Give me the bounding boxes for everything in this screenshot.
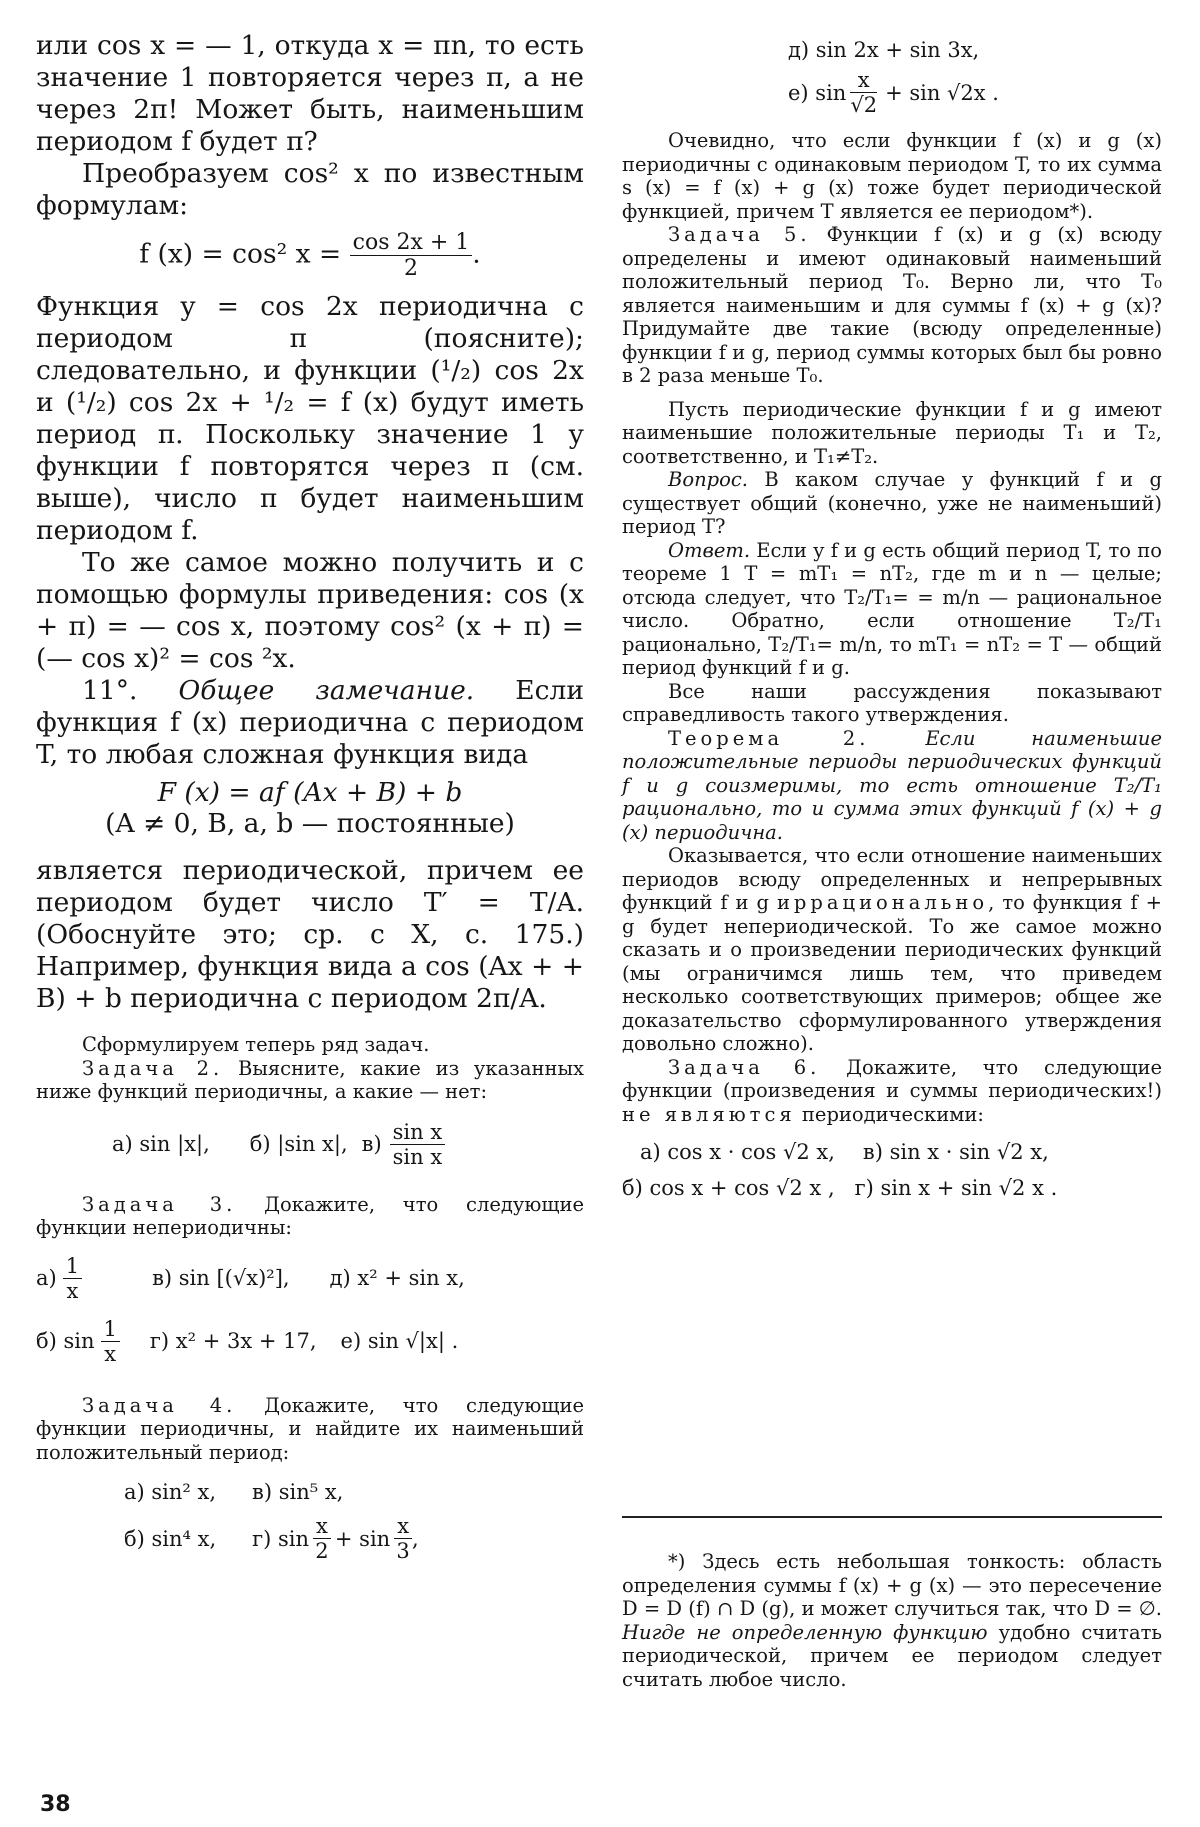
task-4: [36, 1394, 584, 1465]
footnote-divider: [622, 1516, 1162, 1518]
task-3-option-b-denominator: x: [104, 1341, 117, 1366]
task-4-option-e-row: [788, 68, 1162, 117]
formula-fraction: [350, 230, 473, 281]
task-3-option-a-numerator: 1: [63, 1254, 82, 1279]
task-2-text: Выясните, какие из указанных ниже функций периодичны, а какие — нет:: [36, 1056, 584, 1103]
task-3-option-v: в) sin [(√x)²],: [152, 1266, 290, 1290]
theorem-2-text: Если наименьшие положительные периоды периодических функций f и g соизмеримы, то есть отношение T₂/T₁ рационально, то и сумма этих функций f (x) + g (x) периодична.: [622, 726, 1163, 844]
paragraph-6: является периодической, причем ее периодом будет число T′ = T/A. (Обоснуйте это; ср. с X, с. 175.) Например, функция вида a cos (Ax + + B) + b периодична с периодом 2π/A.: [36, 855, 584, 1014]
task-3-option-b-numerator: 1: [101, 1317, 120, 1342]
task-2-label: Задача 2.: [82, 1056, 224, 1080]
task-2-options: [112, 1120, 584, 1169]
paragraph-r4-spaced: иррационально: [776, 891, 989, 914]
task-3-label: Задача 3.: [82, 1192, 237, 1216]
task-5-label: Задача 5.: [668, 223, 811, 246]
paragraph-r3: Все наши рассуждения показывают справедливость такого утверждения.: [622, 679, 1162, 726]
task-6-option-a: а) cos x · cos √2 x,: [640, 1140, 835, 1164]
task-2-option-a: а) sin |x|,: [112, 1132, 210, 1156]
formula-lhs: f (x) = cos² x =: [139, 238, 342, 270]
task-4-options-row-1: [124, 1480, 584, 1504]
task-4-option-g-prefix: г) sin: [252, 1526, 310, 1551]
paragraph-3: Функция y = cos 2x периодична с периодом π (поясните); следовательно, и функции (¹/₂) cos 2x и (¹/₂) cos 2x + ¹/₂ = f (x) будут иметь период π. Поскольку значение 1 у функции f повторятся через π (см. выше), число π будет наименьшим периодом f.: [36, 291, 584, 546]
paragraph-5-text: Если функция f (x) периодична с периодом T, то любая сложная функция вида: [36, 675, 584, 770]
task-4-option-e-tail: + sin √2x .: [885, 80, 999, 105]
question-label: Вопрос.: [668, 468, 748, 491]
paragraph-5: [36, 675, 584, 771]
question-text: В каком случае у функций f и g существует общий (конечно, уже не наименьший) период T?: [622, 468, 1162, 538]
paragraph-r4-text-b: , то функция f + g будет непериодической. То же самое можно сказать и о произведении периодических функций (мы ограничимся лишь тем, что приведем несколько соответствующих примеров; общее же доказательство сформулированного утверждения довольно сложно).: [622, 891, 1162, 1055]
formula-cos-squared: f (x) = cos² x = $\frac{\cos 2x + 1}{2}$ .: [139, 230, 481, 281]
footnote-text: [622, 1550, 1162, 1691]
formula-composite: F (x) = af (Ax + B) + b: [157, 777, 463, 808]
task-4-option-g-denominator-2: 3: [396, 1539, 410, 1563]
task-3-option-d: д) x² + sin x,: [329, 1266, 465, 1290]
footnote-tail: удобно считать периодической, причем ее периодом следует считать любое число.: [622, 1620, 1162, 1691]
task-6-text-b: периодическими:: [795, 1102, 984, 1126]
paragraph-r4: [622, 844, 1162, 1056]
task-4-option-e-fraction: [850, 68, 877, 117]
task-2-option-b: б) |sin x|,: [249, 1132, 348, 1156]
answer-text: Если у f и g есть общий период T, то по теореме 1 T = mT₁ = nT₂, где m и n — целые; отсюда следует, что T₂/T₁= = m/n — рациональное число. Обратно, если отношение T₂/T₁ рационально, T₂/T₁= m/n, то mT₁ = nT₂ = T — общий период функций f и g.: [622, 538, 1162, 679]
task-3-option-a-prefix: а): [36, 1266, 57, 1290]
paragraph-4: То же самое можно получить и с помощью формулы приведения: cos (x + π) = — cos x, поэтому cos² (x + π) = (— cos x)² = cos ²x.: [36, 547, 584, 674]
task-4-option-g-fraction-2: [394, 1514, 412, 1563]
task-3-option-b-fraction: [101, 1317, 120, 1366]
task-4-option-g-numerator-2: x: [394, 1514, 412, 1539]
paragraph-1: или cos x = — 1, откуда x = πn, то есть значение 1 повторяется через π, а не через 2π! Может быть, наименьшим периодом f будет π?: [36, 30, 584, 157]
formula-numerator: cos 2x + 1: [350, 230, 473, 256]
answer-label: Ответ.: [668, 538, 751, 562]
task-3: [36, 1193, 584, 1240]
task-6-spaced: не являются: [622, 1102, 796, 1126]
task-6-option-b: б) cos x + cos √2 x ,: [622, 1176, 835, 1200]
task-5-text: Функции f (x) и g (x) всюду определены и имеют одинаковый наименьший положительный период T₀. Верно ли, что T₀ является наименьшим и для суммы f (x) + g (x)? Придумайте две такие (всюду определенные) функции f и g, период суммы которых был бы ровно в 2 раза меньше T₀.: [622, 223, 1162, 387]
task-3-options-row-2: [36, 1317, 584, 1366]
task-3-option-g: г) x² + 3x + 17,: [149, 1329, 317, 1353]
task-2-option-c-prefix: в): [361, 1132, 382, 1156]
section-number: 11°.: [82, 675, 138, 706]
task-6-option-v: в) sin x · sin √2 x,: [862, 1140, 1049, 1164]
task-6-options-row-1: [640, 1140, 1162, 1164]
task-4-option-g-middle: + sin: [334, 1526, 391, 1551]
paragraph-r4-text-a: Оказывается, что если отношение наименьших периодов всюду определенных и непрерывных функций f и g: [622, 844, 1162, 914]
paragraph-r1: Очевидно, что если функции f (x) и g (x) периодичны с одинаковым периодом T, то их сумма s (x) = f (x) + g (x) тоже будет периодической функцией, причем T является ее периодом*).: [622, 129, 1162, 223]
task-3-options-row-1: [36, 1254, 584, 1303]
footnote-italic: Нигде не определенную функцию: [622, 1620, 988, 1644]
task-3-option-b-prefix: б) sin: [36, 1329, 95, 1353]
task-3-option-a-fraction: [63, 1254, 82, 1303]
task-6: [622, 1056, 1162, 1127]
task-6-text-a: Докажите, что следующие функции (произведения и суммы периодических!): [622, 1055, 1163, 1102]
theorem-2: [622, 727, 1162, 845]
answer: [622, 539, 1162, 680]
task-4-option-d-row: [788, 38, 1162, 62]
left-column: [36, 30, 584, 1563]
footnote-mark: *): [668, 1550, 686, 1573]
paragraph-7: Сформулируем теперь ряд задач.: [82, 1033, 430, 1056]
task-6-option-g: г) sin x + sin √2 x .: [854, 1176, 1058, 1200]
task-2-option-c-denominator: sin x: [392, 1144, 443, 1169]
footnote-body: Здесь есть небольшая тонкость: область определения суммы f (x) + g (x) — это пересечение D = D (f) ∩ D (g), и может случиться так, что D = ∅.: [622, 1550, 1162, 1620]
task-3-option-e: е) sin √|x| .: [340, 1329, 459, 1353]
task-5: [622, 223, 1162, 388]
footnote: [622, 1550, 1162, 1691]
task-4-option-e-numerator: x: [850, 68, 877, 93]
task-3-option-a-denominator: x: [66, 1278, 79, 1303]
question: [622, 468, 1162, 539]
task-4-option-v: в) sin⁵ x,: [252, 1480, 344, 1504]
task-4-text: Докажите, что следующие функции периодичны, и найдите их наименьший положительный период:: [36, 1393, 585, 1464]
task-6-options-row-2: [622, 1176, 1162, 1200]
task-3-text: Докажите, что следующие функции непериодичны:: [36, 1192, 585, 1239]
task-4-option-b: б) sin⁴ x,: [124, 1526, 217, 1551]
task-4-option-g-fraction-1: [313, 1514, 331, 1563]
task-6-label: Задача 6.: [668, 1055, 821, 1079]
task-2-option-c-numerator: sin x: [390, 1120, 446, 1145]
task-4-options-row-2: б) sin⁴ x, г) sin $\frac{x}{2}$ + sin $\frac{x}{3}$ ,: [124, 1514, 419, 1563]
theorem-2-label: Теорема 2.: [668, 726, 870, 750]
task-4-label: Задача 4.: [82, 1393, 237, 1417]
paragraph-2: Преобразуем cos² x по известным формулам:: [36, 158, 584, 221]
task-2-option-c-fraction: [390, 1120, 446, 1169]
right-column: [622, 30, 1162, 1200]
task-4-option-e-prefix: е) sin: [788, 80, 847, 105]
task-4-option-g-denominator-1: 2: [315, 1539, 329, 1563]
task-4-option-g-numerator-1: x: [313, 1514, 331, 1539]
paragraph-r2: Пусть периодические функции f и g имеют наименьшие положительные периоды T₁ и T₂, соответственно, и T₁≠T₂.: [622, 397, 1162, 468]
page-number: 38: [40, 1792, 71, 1817]
task-2: [36, 1057, 584, 1104]
task-4-option-d: д) sin 2x + sin 3x,: [788, 38, 980, 62]
task-4-option-a: а) sin² x,: [124, 1480, 217, 1504]
section-title: Общее замечание.: [178, 675, 475, 706]
formula-constants: (A ≠ 0, B, a, b — постоянные): [105, 808, 515, 839]
task-4-option-e-denominator: √2: [850, 93, 878, 117]
formula-denominator: 2: [403, 256, 418, 281]
